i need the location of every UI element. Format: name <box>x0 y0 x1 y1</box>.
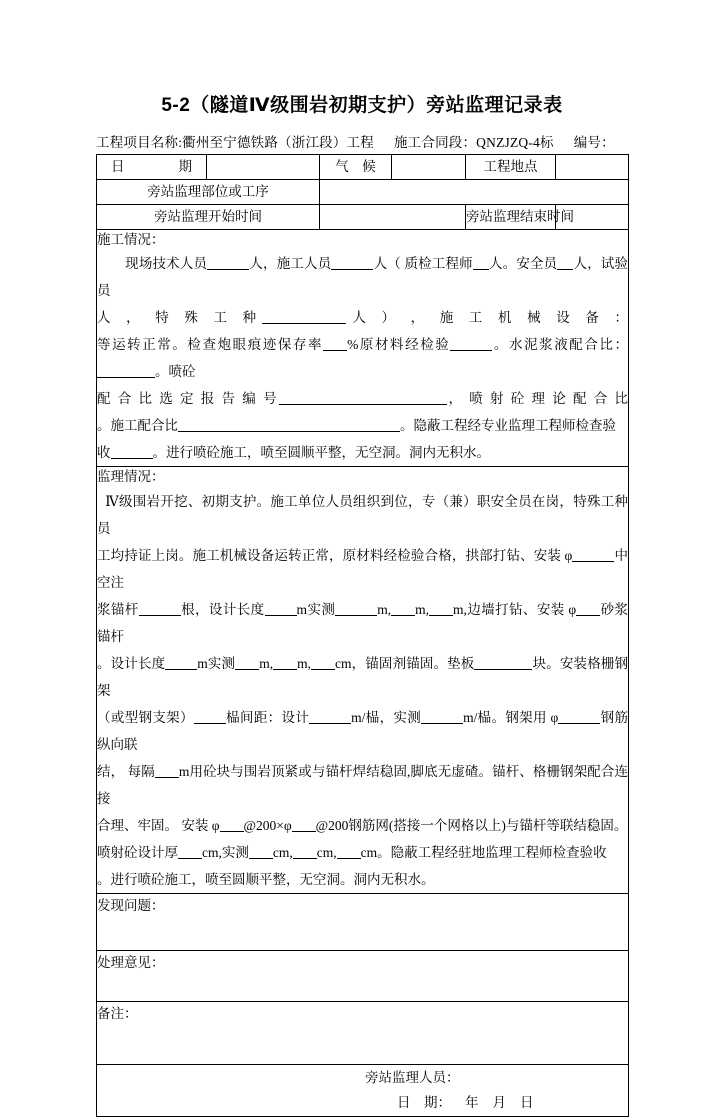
project-name-value: 衢州至宁德铁路（浙江段）工程 <box>182 135 374 150</box>
field-worker-count[interactable] <box>331 256 373 271</box>
location-label: 工程地点 <box>466 155 556 180</box>
supervision-l1: Ⅳ级围岩开挖、初期支护。施工单位人员组织到位，专（兼）职安全员在岗，特殊工种员 <box>97 493 628 536</box>
table-row-signature <box>97 1064 629 1116</box>
field-mesh-diameter-1[interactable] <box>220 817 244 832</box>
supervision-l3-e: m, <box>415 601 430 617</box>
supervision-l2-b: 中空注 <box>97 547 629 590</box>
construction-l4-b: ， 喷 射 砼 理 论 配 合 比 <box>446 391 628 407</box>
field-bolt-design-length[interactable] <box>265 601 297 616</box>
signature-person-row <box>97 1065 628 1091</box>
supervision-l5-d: m/榀。钢架用 φ <box>463 709 559 725</box>
supervision-situation-cell[interactable] <box>97 467 629 893</box>
supervision-l3-b: 根，设计长度 <box>180 601 265 617</box>
form-sheet <box>96 72 628 1117</box>
field-blasthole-retention-rate[interactable] <box>323 337 347 352</box>
start-time-value-cell[interactable] <box>320 205 466 230</box>
field-mesh-diameter-2[interactable] <box>292 817 316 832</box>
construction-l3-d: 。喷砼 <box>155 364 196 380</box>
construction-situation-cell[interactable] <box>97 230 629 467</box>
construction-heading: 施工情况： <box>97 232 165 247</box>
supervision-line-7 <box>97 812 628 839</box>
remarks-cell[interactable] <box>97 1001 629 1064</box>
supervision-l5-a: （或型钢支架） <box>97 709 194 725</box>
signature-cell[interactable] <box>97 1064 629 1116</box>
field-bolt-measured-3[interactable] <box>429 601 453 616</box>
field-frame-spacing-design[interactable] <box>309 709 351 724</box>
supervision-l6-a: 结， 每隔 <box>97 763 155 779</box>
construction-line-2 <box>97 304 628 331</box>
supervision-l5-e: 钢筋纵向联 <box>97 709 628 752</box>
supervision-l3-c: m实测 <box>296 601 336 617</box>
field-construction-mix-ratio[interactable] <box>178 418 400 433</box>
location-value-cell[interactable] <box>556 155 629 180</box>
field-shotcrete-measured-3[interactable] <box>337 844 361 859</box>
supervision-record-table <box>96 154 629 1117</box>
supervision-l4-e: cm，锚固剂锚固。垫板 <box>334 655 475 671</box>
construction-l3-a: 等运转正常。检查炮眼痕迹保存率 <box>97 337 324 353</box>
field-wall-bolt-measured-3[interactable] <box>311 655 335 670</box>
record-number-label: 编号： <box>573 135 615 150</box>
supervision-line-8 <box>97 839 628 866</box>
construction-l1-d: 人。安全员 <box>488 256 558 272</box>
construction-line-4 <box>97 385 628 412</box>
signature-year: 年 <box>465 1095 479 1111</box>
supervision-line-9 <box>97 866 628 893</box>
supervision-line-2 <box>97 542 628 596</box>
supervision-l8-e: cm。隐蔽工程经驻地监理工程师检查验收 <box>360 844 607 860</box>
supervision-l4-b: m实测 <box>197 655 236 671</box>
construction-l1-b: 人，施工人员 <box>249 256 332 272</box>
supervision-l9: 。进行喷砼施工，喷至圆顺平整，无空洞。洞内无积水。 <box>97 871 435 887</box>
supervision-l8-d: cm, <box>316 844 337 860</box>
supervision-l3-d: m, <box>377 601 392 617</box>
signature-person-label: 旁站监理人员： <box>365 1069 460 1085</box>
date-value-cell[interactable] <box>207 155 320 180</box>
table-row-date-weather-location <box>97 155 629 180</box>
supervision-l7-b: @200×φ <box>243 817 292 833</box>
table-row-supervision <box>97 467 629 893</box>
supervision-heading: 监理情况： <box>97 469 165 485</box>
field-shotcrete-measured-2[interactable] <box>293 844 317 859</box>
table-row-handling <box>97 950 629 1001</box>
construction-l6-a: 收 <box>97 445 111 461</box>
supervision-line-3 <box>97 596 628 650</box>
field-raw-material-inspection[interactable] <box>450 337 492 352</box>
construction-l5-a: 。施工配合比 <box>97 418 178 434</box>
field-bolt-measured-1[interactable] <box>335 601 377 616</box>
contract-section-value: QNZJZQ-4标 <box>476 135 554 150</box>
field-steel-frame-count[interactable] <box>194 709 226 724</box>
handling-opinion-cell[interactable] <box>97 950 629 1001</box>
construction-l1-c: 人（ 质检工程师 <box>373 256 473 272</box>
field-wall-bolt-design-length[interactable] <box>165 655 197 670</box>
meta-line <box>96 131 628 154</box>
project-name-label: 工程项目名称: <box>96 135 183 150</box>
problems-cell[interactable] <box>97 893 629 950</box>
end-time-label: 旁站监理结束时间 <box>466 205 556 230</box>
supervision-l3-f: m,边墙打钻、安装 φ <box>453 601 577 617</box>
signature-month: 月 <box>492 1095 506 1111</box>
supervision-l8-b: cm,实测 <box>202 844 249 860</box>
field-qc-engineer-count[interactable] <box>473 256 489 271</box>
table-row-times <box>97 205 629 230</box>
field-concealed-work-acceptance[interactable] <box>111 445 153 460</box>
field-wall-bolt-measured-1[interactable] <box>235 655 259 670</box>
construction-l3-b: %原材料经检验 <box>347 337 451 353</box>
field-wall-bolt-diameter[interactable] <box>576 601 600 616</box>
field-site-technician-count[interactable] <box>207 256 249 271</box>
table-row-remarks <box>97 1001 629 1064</box>
construction-l6-b: 。进行喷砼施工，喷至圆顺平整，无空洞。洞内无积水。 <box>152 445 490 461</box>
supervision-l5-b: 榀间距：设计 <box>225 709 310 725</box>
supervision-l6-b: m用砼块与围岩顶紧或与锚杆焊结稳固,脚底无虚碴。锚杆、格栅钢架配合连接 <box>97 763 629 806</box>
supervision-line-6 <box>97 758 628 812</box>
construction-l4-a: 配 合 比 选 定 报 告 编 号 <box>97 391 279 407</box>
field-grouting-bolt-count[interactable] <box>139 601 181 616</box>
supervision-l3-a: 浆锚杆 <box>97 601 139 617</box>
part-or-process-value-cell[interactable] <box>320 180 629 205</box>
page-title: 5-2（隧道Ⅳ级围岩初期支护）旁站监理记录表 <box>161 95 563 116</box>
supervision-l8-a: 喷射砼设计厚 <box>97 844 178 860</box>
supervision-l5-c: m/榀，实测 <box>351 709 422 725</box>
field-bearing-plate-count[interactable] <box>474 655 532 670</box>
construction-l5-b: 。隐蔽工程经专业监理工程师检查验 <box>400 418 616 434</box>
construction-l2-a: 人 ， 特 殊 工 种 <box>97 310 263 326</box>
construction-line-5 <box>97 412 628 439</box>
table-row-construction <box>97 230 629 467</box>
construction-line-1 <box>97 250 628 304</box>
signature-date-row <box>97 1090 628 1116</box>
weather-label: 气 候 <box>320 155 392 180</box>
table-row-problems <box>97 893 629 950</box>
field-special-worker-count[interactable] <box>262 310 346 325</box>
table-row-part <box>97 180 629 205</box>
part-or-process-label: 旁站监理部位或工序 <box>97 180 320 205</box>
construction-l3-c: 。水泥浆液配合比： <box>492 337 629 353</box>
contract-section-label: 施工合同段： <box>393 135 477 150</box>
field-block-spacing[interactable] <box>155 763 179 778</box>
supervision-l4-c: m, <box>259 655 274 671</box>
problems-heading: 发现问题： <box>97 897 165 913</box>
supervision-line-1 <box>97 488 628 542</box>
field-mix-ratio-report-number[interactable] <box>279 391 447 406</box>
field-cement-slurry-ratio[interactable] <box>97 364 155 379</box>
field-shotcrete-measured-1[interactable] <box>249 844 273 859</box>
construction-l2-b: 人 ） ， 施 工 机 械 设 备 ： <box>346 310 628 326</box>
field-bolt-measured-2[interactable] <box>391 601 415 616</box>
field-arch-bolt-diameter[interactable] <box>572 547 614 562</box>
signature-day: 日 <box>520 1095 534 1111</box>
remarks-heading: 备注： <box>97 1005 138 1021</box>
construction-line-6 <box>97 439 628 466</box>
supervision-l3-g: 砂浆锚杆 <box>97 601 629 644</box>
supervision-l7-a: 合理、牢固。 安装 φ <box>97 817 220 833</box>
signature-date-label: 日 期： <box>397 1095 451 1111</box>
start-time-label: 旁站监理开始时间 <box>97 205 320 230</box>
handling-heading: 处理意见： <box>97 954 165 970</box>
weather-value-cell[interactable] <box>392 155 466 180</box>
supervision-line-5 <box>97 704 628 758</box>
supervision-l4-f: 块。安装格栅钢架 <box>97 655 629 698</box>
construction-l1-e: 人，试验员 <box>97 256 629 299</box>
field-longitudinal-rebar-diameter[interactable] <box>558 709 600 724</box>
supervision-l7-c: @200钢筋网(搭接一个网格以上)与锚杆等联结稳固。 <box>315 817 628 833</box>
field-wall-bolt-measured-2[interactable] <box>273 655 297 670</box>
date-label: 日 期 <box>97 155 207 180</box>
field-frame-spacing-measured[interactable] <box>421 709 463 724</box>
supervision-l8-c: cm, <box>272 844 293 860</box>
supervision-l4-a: 。设计长度 <box>97 655 166 671</box>
construction-l1-a: 现场技术人员 <box>125 256 208 272</box>
field-shotcrete-design-thickness[interactable] <box>178 844 202 859</box>
field-safety-officer-count[interactable] <box>557 256 573 271</box>
supervision-line-4 <box>97 650 628 704</box>
supervision-l4-d: m, <box>297 655 311 671</box>
supervision-l2-a: 工均持证上岗。施工机械设备运转正常，原材料经检验合格，拱部打钻、安装 φ <box>97 547 573 563</box>
construction-line-3 <box>97 331 628 385</box>
